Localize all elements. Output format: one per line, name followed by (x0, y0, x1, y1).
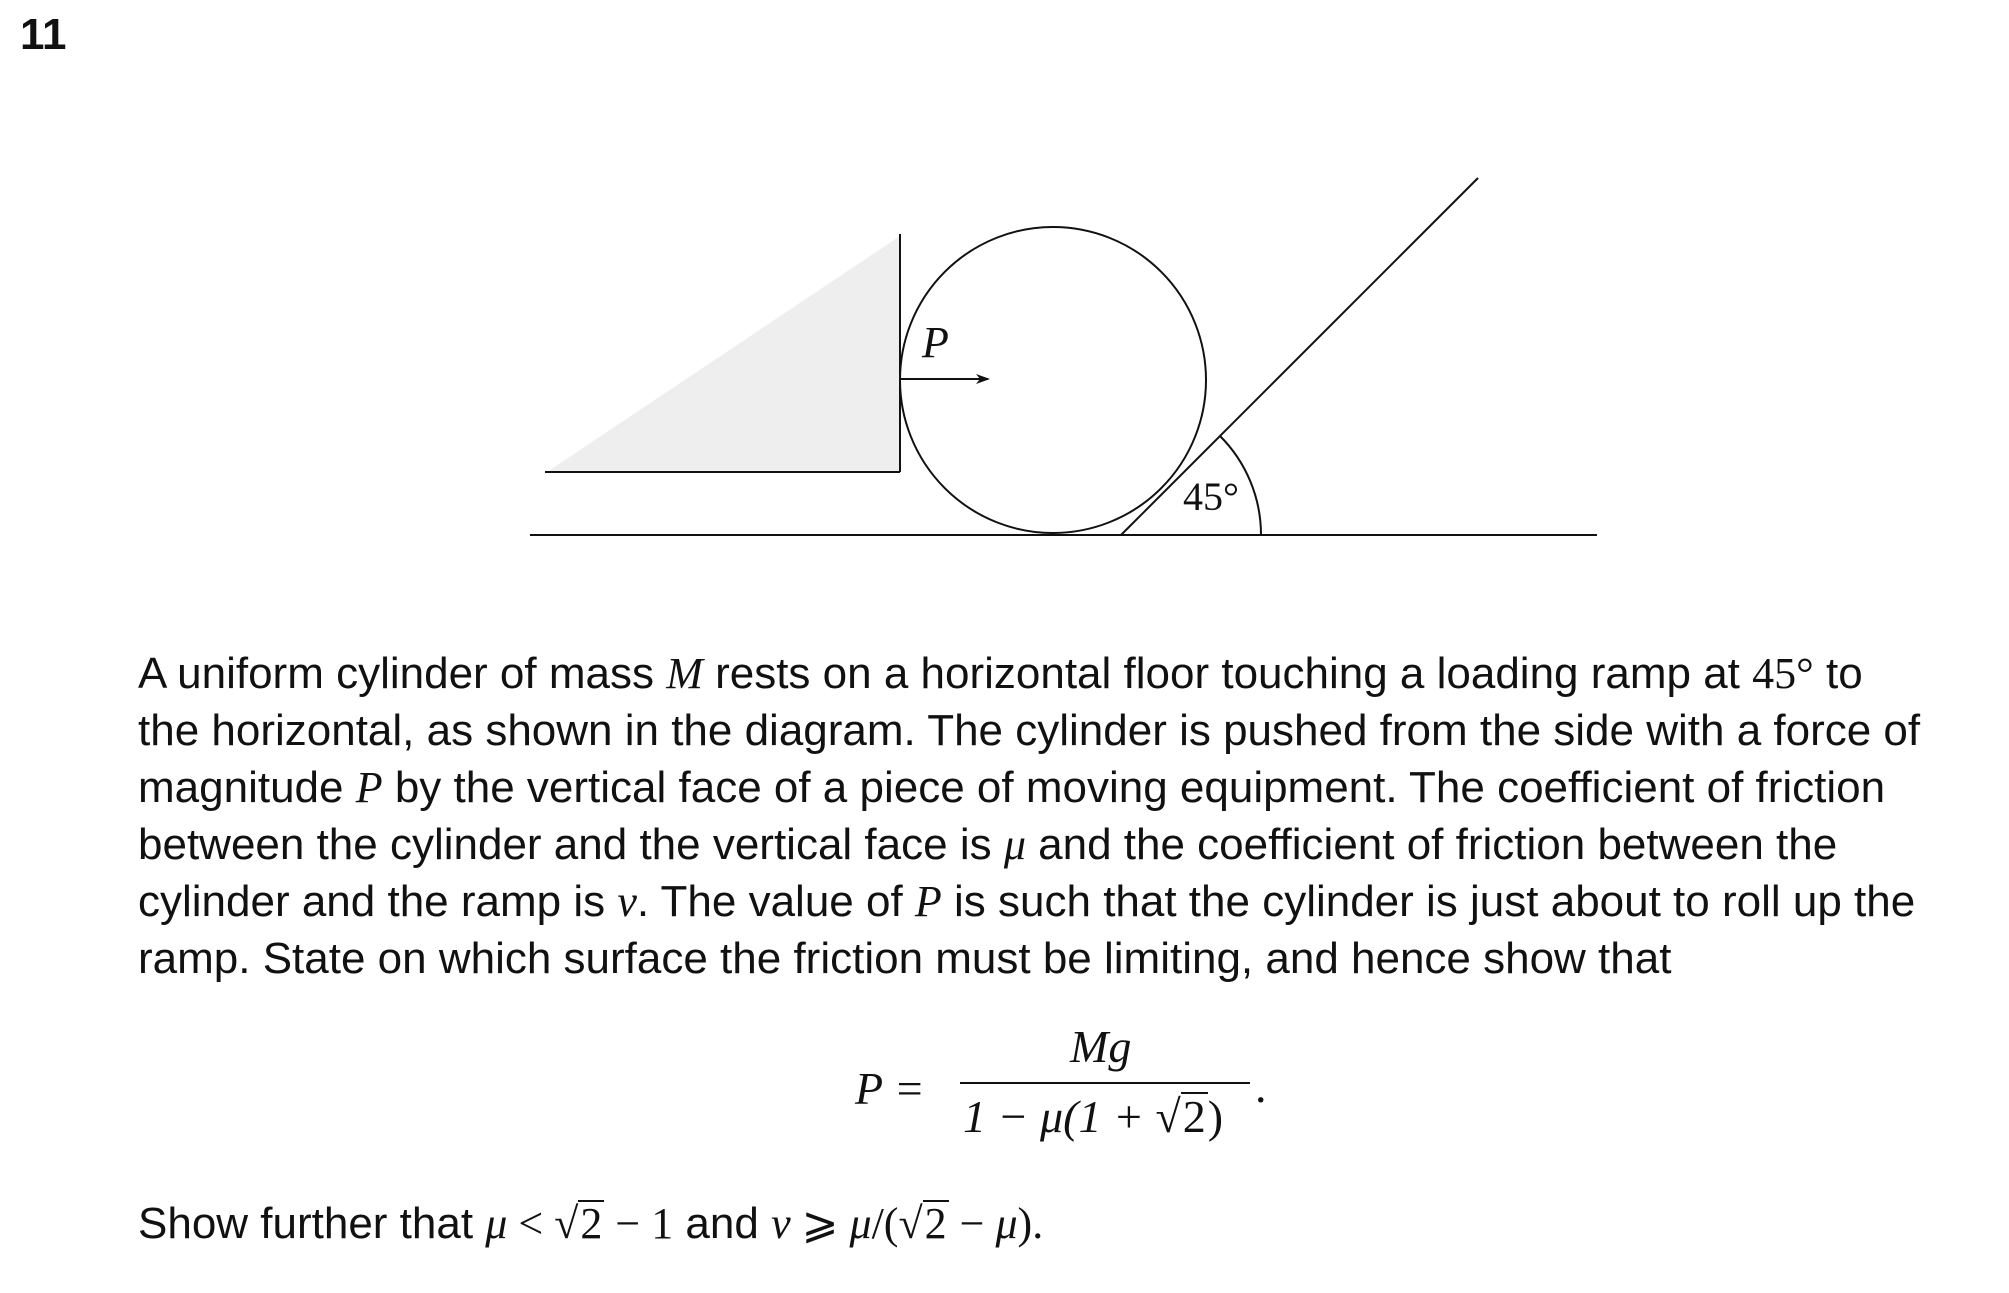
text-fragment: is such that the cylinder is just about to roll up the (941, 877, 1916, 926)
sqrt-radicand: 2 (580, 1199, 603, 1248)
text-line-4 (138, 816, 1988, 873)
sqrt-radicand: 2 (924, 1199, 947, 1248)
math-symbol-P: P (355, 763, 383, 812)
text-line-5 (138, 873, 1988, 930)
formula-numerator: Mg (1070, 1021, 1132, 1072)
angle-label: 45° (1183, 474, 1239, 519)
sqrt-sign: √ (554, 1199, 579, 1248)
math-symbol-v: v (617, 877, 637, 926)
text-fragment: and (673, 1199, 772, 1248)
sqrt-sign: √ (1155, 1091, 1181, 1142)
text-line-6: ramp. State on which surface the friction must be limiting, and hence show that (138, 934, 1672, 983)
math-symbol-mu: μ (995, 1199, 1018, 1248)
ramp-line (1121, 178, 1478, 535)
math-symbol-mu: μ (849, 1199, 872, 1248)
mechanics-diagram (0, 0, 2009, 600)
text-fragment: magnitude (138, 763, 356, 812)
question-number: 11 (20, 10, 67, 59)
text-fragment: to (1813, 649, 1863, 698)
math-symbol-mu: μ (485, 1199, 508, 1248)
math-symbol-P: P (914, 877, 942, 926)
text-fragment: between the cylinder and the vertical face is (138, 820, 1004, 869)
formula-lhs: P = (855, 1063, 925, 1114)
force-label: P (922, 318, 949, 367)
math-fragment: − 1 (604, 1199, 674, 1248)
math-fragment: − (948, 1199, 996, 1248)
sqrt-sign: √ (898, 1199, 923, 1248)
text-fragment: rests on a horizontal floor touching a loading ramp at (702, 649, 1753, 698)
final-statement (138, 1198, 1043, 1249)
text-line-1 (138, 645, 1988, 702)
problem-statement (138, 645, 1988, 987)
sqrt-radicand: 2 (1182, 1091, 1206, 1142)
math-operator: < (507, 1199, 555, 1248)
text-line-2: the horizontal, as shown in the diagram. The cylinder is pushed from the side with a force of (138, 706, 1921, 755)
math-symbol-mu: μ (1003, 820, 1026, 869)
text-line-3 (138, 759, 1988, 816)
equipment-wedge (547, 236, 900, 472)
text-fragment: cylinder and the ramp is (138, 877, 618, 926)
text-fragment: A uniform cylinder of mass (138, 649, 667, 698)
text-fragment: by the vertical face of a piece of moving equipment. The coefficient of friction (382, 763, 1886, 812)
math-symbol-M: M (666, 649, 703, 698)
formula-denominator (963, 1090, 1223, 1143)
text-fragment: . The value of (636, 877, 915, 926)
formula-period: . (1255, 1061, 1267, 1112)
math-fragment: ). (1017, 1199, 1044, 1248)
fraction-bar (960, 1082, 1250, 1084)
math-operator: ⩾ (790, 1199, 850, 1248)
text-fragment: 1 − μ(1 + (963, 1091, 1156, 1142)
math-symbol-v: v (771, 1199, 791, 1248)
text-fragment: and the coefficient of friction between the (1025, 820, 1838, 869)
text-fragment: ) (1207, 1091, 1224, 1142)
math-angle: 45° (1752, 649, 1814, 698)
math-fragment: /( (871, 1199, 899, 1248)
text-fragment: Show further that (138, 1199, 486, 1248)
